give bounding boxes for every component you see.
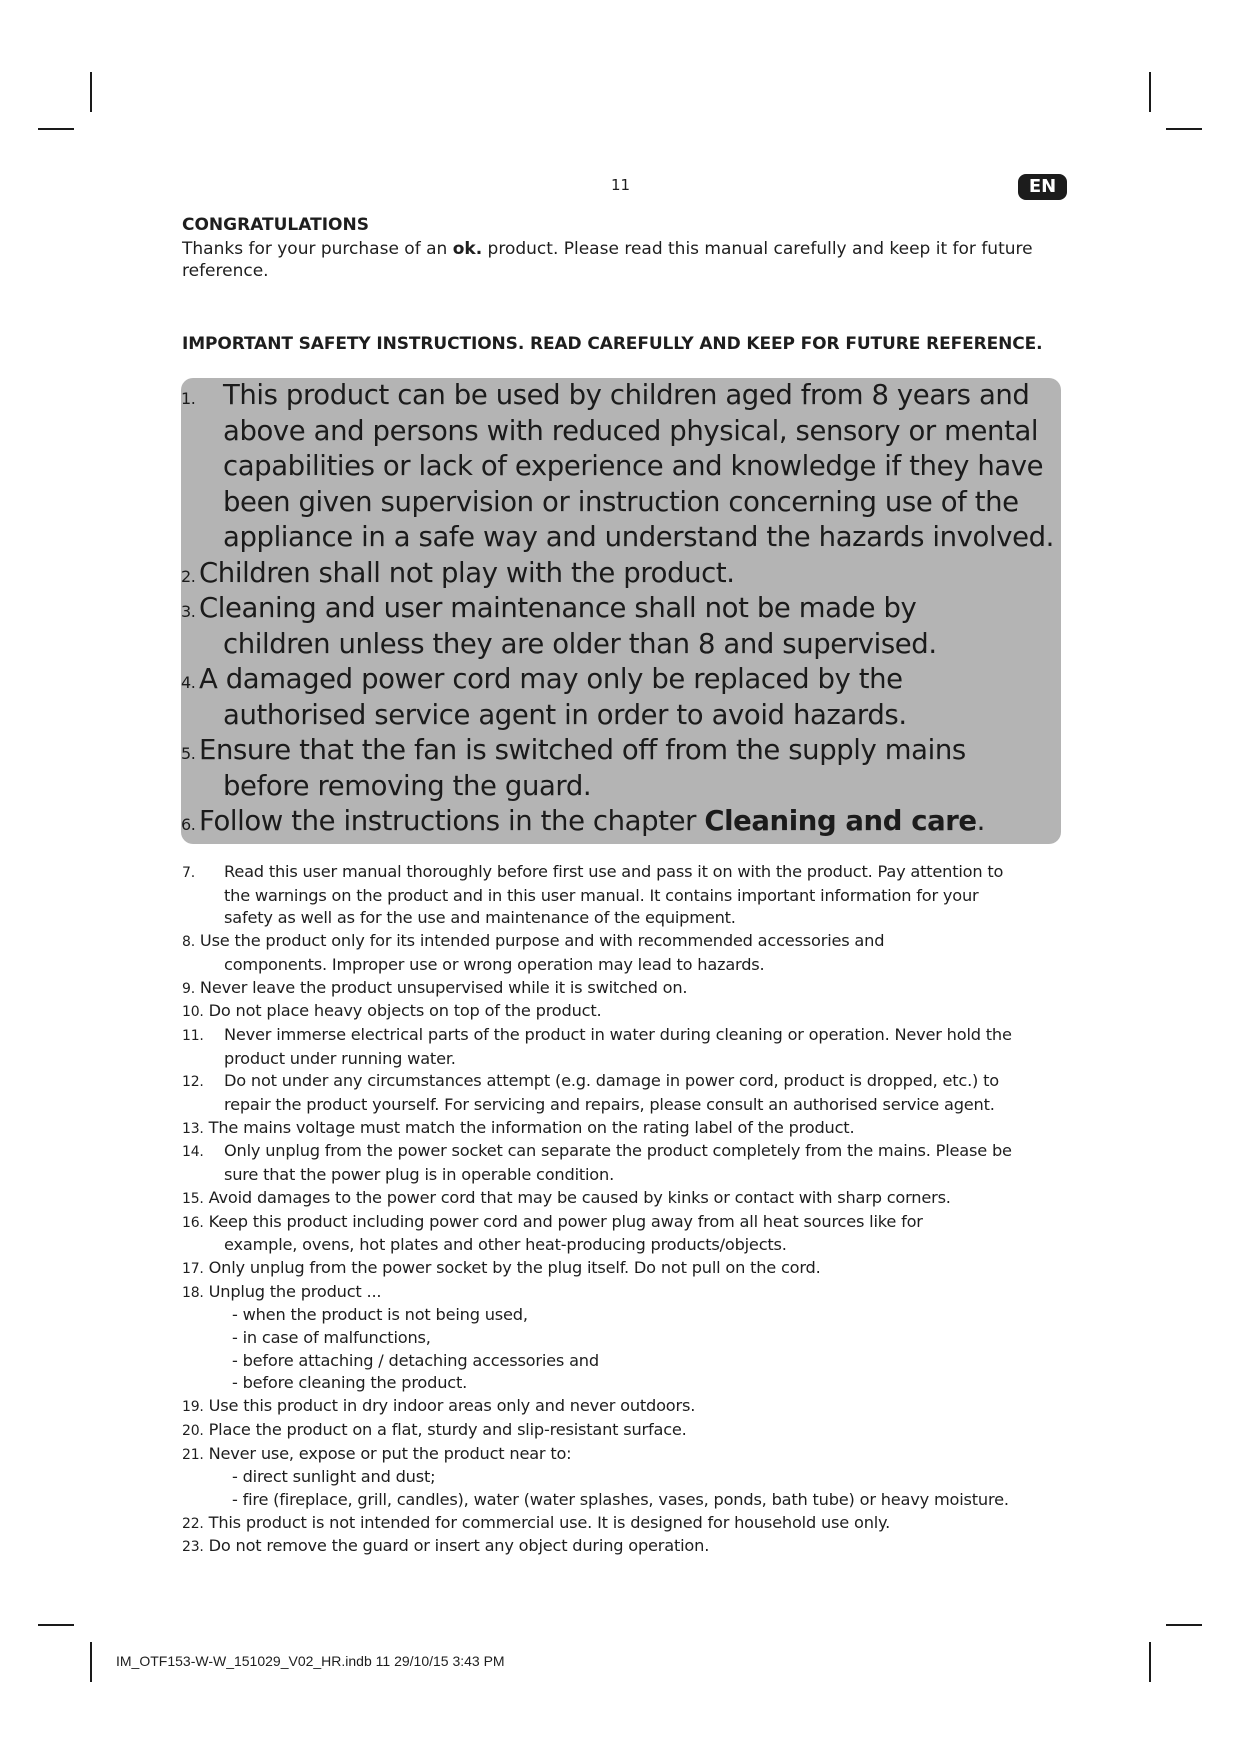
- warning-text: Cleaning and user maintenance shall not be made by: [199, 592, 917, 624]
- item-number: 14.: [182, 1144, 204, 1161]
- warning-1-line-4: been given supervision or instruction concerning use of the: [223, 485, 1019, 518]
- item-number: 23.: [182, 1539, 204, 1556]
- list-item-continuation: components. Improper use or wrong operation may lead to hazards.: [224, 954, 765, 974]
- item-number: 20.: [182, 1422, 204, 1439]
- warning-text: This product can be used by children aged from 8 years and: [223, 379, 1030, 411]
- warning-4-line-1: [181, 662, 903, 701]
- list-item: [182, 1070, 1062, 1094]
- sub-item: - when the product is not being used,: [232, 1305, 528, 1325]
- item-number: 4.: [181, 673, 196, 692]
- item-number: 3.: [181, 602, 196, 621]
- item-text: Place the product on a flat, sturdy and slip-resistant surface.: [208, 1419, 687, 1439]
- warning-1-line-3: capabilities or lack of experience and knowledge if they have: [223, 450, 1044, 482]
- congrats-text-start: Thanks for your purchase of an: [182, 239, 453, 259]
- list-item: [182, 1395, 1062, 1419]
- crop-mark-br-v: [1149, 1642, 1151, 1682]
- list-item: [182, 930, 1062, 954]
- warning-text: Ensure that the fan is switched off from the supply mains: [199, 734, 966, 766]
- warning-3-line-1: [181, 591, 916, 630]
- item-text: Use this product in dry indoor areas only and never outdoors.: [208, 1396, 696, 1416]
- list-item: [182, 1443, 1062, 1467]
- item-number: 7.: [182, 865, 195, 881]
- congratulations-title: CONGRATULATIONS: [182, 215, 369, 235]
- list-item: [182, 1257, 1062, 1281]
- instructions-list: [182, 861, 1062, 1559]
- item-number: 9.: [182, 980, 195, 997]
- item-number: 13.: [182, 1120, 204, 1137]
- item-number: 17.: [182, 1260, 204, 1277]
- list-item: [182, 1024, 1062, 1048]
- crop-mark-tl-v: [90, 72, 92, 112]
- warning-2-line-1: [181, 556, 735, 595]
- item-number: 16.: [182, 1214, 204, 1231]
- list-item-continuation: product under running water.: [224, 1048, 456, 1068]
- list-item: [182, 1419, 1062, 1443]
- warning-6-line-1: [181, 804, 985, 843]
- sub-item: - fire (fireplace, grill, candles), water (water splashes, vases, ponds, bath tube) or heavy moisture.: [232, 1489, 1009, 1509]
- item-number: 1.: [181, 389, 196, 408]
- brand-name: ok.: [452, 239, 483, 259]
- list-item: [182, 1211, 1062, 1235]
- page-number: 11: [610, 176, 631, 194]
- warning-5-line-2: before removing the guard.: [223, 769, 592, 802]
- crop-mark-tr-v: [1149, 72, 1151, 112]
- list-item: [182, 1000, 1062, 1024]
- item-text: Keep this product including power cord and power plug away from all heat sources like for: [208, 1211, 923, 1231]
- crop-mark-tr-h: [1166, 128, 1202, 130]
- item-number: 10.: [182, 1004, 204, 1021]
- sub-item: - in case of malfunctions,: [232, 1328, 431, 1348]
- warning-1-line-5: appliance in a safe way and understand the hazards involved.: [223, 521, 1054, 553]
- safety-heading: IMPORTANT SAFETY INSTRUCTIONS. READ CAREFULLY AND KEEP FOR FUTURE REFERENCE.: [182, 334, 1043, 354]
- item-number: 19.: [182, 1399, 204, 1416]
- warning-text: Follow the instructions in the chapter: [199, 805, 705, 837]
- item-number: 8.: [182, 934, 195, 951]
- list-item: [182, 1535, 1062, 1559]
- list-item: [182, 1187, 1062, 1211]
- list-item: [182, 1281, 1062, 1305]
- list-item-continuation: sure that the power plug is in operable condition.: [224, 1165, 615, 1185]
- sub-item: - direct sunlight and dust;: [232, 1467, 436, 1487]
- item-text: Never leave the product unsupervised while it is switched on.: [199, 977, 688, 997]
- item-number: 6.: [181, 815, 196, 834]
- list-item: [182, 861, 1062, 885]
- warning-1-line-1: [181, 378, 1030, 417]
- crop-mark-bl-h: [38, 1624, 74, 1626]
- crop-mark-tl-h: [38, 128, 74, 130]
- list-item-continuation: repair the product yourself. For servicing and repairs, please consult an authorised service agent.: [224, 1095, 995, 1115]
- item-number: 15.: [182, 1190, 204, 1207]
- item-number: 21.: [182, 1446, 204, 1463]
- sub-item: - before cleaning the product.: [232, 1373, 468, 1393]
- item-text: Do not remove the guard or insert any object during operation.: [208, 1536, 710, 1556]
- congrats-text-end: product. Please read this manual carefully and keep it for future: [482, 239, 1033, 259]
- item-number: 12.: [182, 1074, 204, 1091]
- list-item-continuation: example, ovens, hot plates and other heat-producing products/objects.: [224, 1235, 787, 1255]
- item-text: Do not place heavy objects on top of the product.: [208, 1001, 602, 1021]
- print-footer: IM_OTF153-W-W_151029_V02_HR.indb 11 29/10/15 3:43 PM: [116, 1653, 505, 1669]
- item-text: Unplug the product ...: [208, 1281, 382, 1301]
- list-item: [182, 1117, 1062, 1141]
- list-item: [182, 977, 1062, 1001]
- warning-text: A damaged power cord may only be replaced by the: [199, 663, 903, 695]
- item-text: Never immerse electrical parts of the product in water during cleaning or operation. Never hold the: [224, 1024, 1012, 1044]
- item-text: Never use, expose or put the product near to:: [208, 1443, 572, 1463]
- item-text: This product is not intended for commercial use. It is designed for household use only.: [208, 1512, 891, 1532]
- warning-3-line-2: children unless they are older than 8 and supervised.: [223, 627, 937, 660]
- warning-5-line-1: [181, 733, 966, 772]
- item-number: 18.: [182, 1284, 204, 1301]
- item-text: Only unplug from the power socket by the plug itself. Do not pull on the cord.: [208, 1257, 821, 1277]
- item-number: 22.: [182, 1515, 204, 1532]
- list-item-continuation: safety as well as for the use and maintenance of the equipment.: [224, 908, 736, 928]
- chapter-reference: Cleaning and care: [704, 805, 977, 837]
- sub-item: - before attaching / detaching accessories and: [232, 1350, 599, 1370]
- crop-mark-br-h: [1166, 1624, 1202, 1626]
- item-text: Use the product only for its intended purpose and with recommended accessories and: [199, 931, 885, 951]
- highlighted-warnings-box: [181, 378, 1061, 844]
- item-text: Only unplug from the power socket can separate the product completely from the mains. Please be: [224, 1141, 1012, 1161]
- congratulations-body: [182, 238, 1052, 282]
- congrats-text-line2: reference.: [182, 261, 269, 281]
- warning-4-line-2: authorised service agent in order to avoid hazards.: [223, 698, 907, 731]
- list-item-continuation: the warnings on the product and in this user manual. It contains important information for your: [224, 885, 979, 905]
- warning-text-end: .: [976, 805, 986, 837]
- item-text: Read this user manual thoroughly before first use and pass it on with the product. Pay attention to: [224, 862, 1004, 881]
- language-badge: EN: [1018, 174, 1067, 200]
- list-item: [182, 1512, 1062, 1536]
- item-number: 2.: [181, 566, 196, 586]
- warning-1-line-2: above and persons with reduced physical, sensory or mental: [223, 414, 1039, 447]
- list-item: [182, 1140, 1062, 1164]
- warning-text: Children shall not play with the product.: [199, 556, 735, 589]
- crop-mark-bl-v: [90, 1642, 92, 1682]
- item-text: Do not under any circumstances attempt (e.g. damage in power cord, product is dropped, etc.) to: [224, 1071, 999, 1091]
- item-number: 11.: [182, 1027, 204, 1044]
- item-number: 5.: [181, 744, 196, 763]
- item-text: The mains voltage must match the information on the rating label of the product.: [208, 1117, 855, 1137]
- item-text: Avoid damages to the power cord that may be caused by kinks or contact with sharp corners.: [208, 1187, 951, 1207]
